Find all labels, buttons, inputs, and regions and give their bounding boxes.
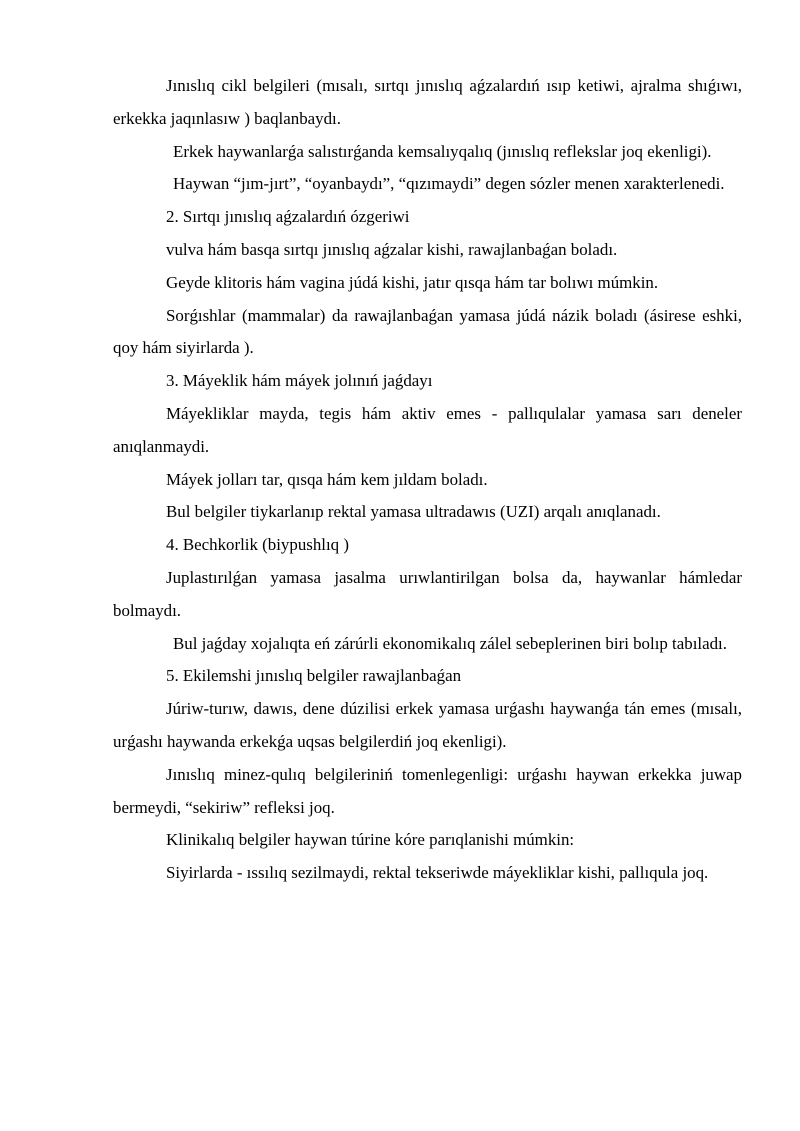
paragraph-11: Bul jaǵday xojalıqta eń zárúrli ekonomikalıq zálel sebeplerinen biri bolıp tabıladı. — [173, 633, 727, 653]
paragraph-7: Máyekliklar mayda, tegis hám aktiv emes - pallıqulalar yamasa sarı deneler anıqlanmaydi. — [113, 403, 742, 456]
paragraph-3: Haywan “jım-jırt”, “oyanbaydı”, “qızımaydi” degen sózler menen xarakterlenedi. — [173, 174, 725, 194]
paragraph-6: Sorǵıshlar (mammalar) da rawajlanbaǵan yamasa júdá názik boladı (ásirese eshki, qoy hám siyirlarda ). — [113, 305, 742, 358]
section-heading-4: 4. Bechkorlik (biypushlıq ) — [166, 535, 349, 555]
paragraph-5: Geyde klitoris hám vagina júdá kishi, jatır qısqa hám tar bolıwı múmkin. — [166, 272, 659, 292]
paragraph-1: Jınıslıq cikl belgileri (mısalı, sırtqı jınıslıq aǵzalardıń ısıp ketiwi, ajralma shıǵıwı, erkekka jaqınlasıw ) baqlanbaydı. — [113, 76, 742, 128]
paragraph-4: vulva hám basqa sırtqı jınıslıq aǵzalar kishi, rawajlanbaǵan boladı. — [166, 239, 618, 259]
paragraph-8: Máyek jolları tar, qısqa hám kem jıldam boladı. — [166, 469, 488, 489]
section-heading-5: 5. Ekilemshi jınıslıq belgiler rawajlanbaǵan — [166, 666, 462, 686]
document-page — [113, 70, 742, 890]
section-heading-2: 2. Sırtqı jınıslıq aǵzalardıń ózgeriwi — [166, 207, 410, 227]
paragraph-10: Juplastırılǵan yamasa jasalma urıwlantirilgan bolsa da, haywanlar hámledar bolmaydı. — [113, 567, 742, 620]
section-heading-3: 3. Máyeklik hám máyek jolınıń jaǵdayı — [166, 371, 433, 391]
paragraph-13: Jınıslıq minez-qulıq belgileriniń tomenlegenligi: urǵashı haywan erkekka juwap bermeydi, “sekiriw” refleksi joq. — [113, 764, 742, 817]
paragraph-15: Siyirlarda - ıssılıq sezilmaydi, rektal tekseriwde máyekliklar kishi, pallıqula joq. — [166, 863, 709, 883]
paragraph-9: Bul belgiler tiykarlanıp rektal yamasa ultradawıs (UZI) arqalı anıqlanadı. — [166, 502, 661, 522]
paragraph-2: Erkek haywanlarǵa salıstırǵanda kemsalıyqalıq (jınıslıq reflekslar joq ekenligi). — [173, 141, 712, 161]
paragraph-14: Klinikalıq belgiler haywan túrine kóre parıqlanishi múmkin: — [166, 830, 575, 850]
paragraph-12: Júriw-turıw, dawıs, dene dúzilisi erkek yamasa urǵashı haywanǵa tán emes (mısalı, urǵashı haywanda erkekǵa uqsas belgilerdiń joq ekenligi). — [113, 699, 742, 751]
